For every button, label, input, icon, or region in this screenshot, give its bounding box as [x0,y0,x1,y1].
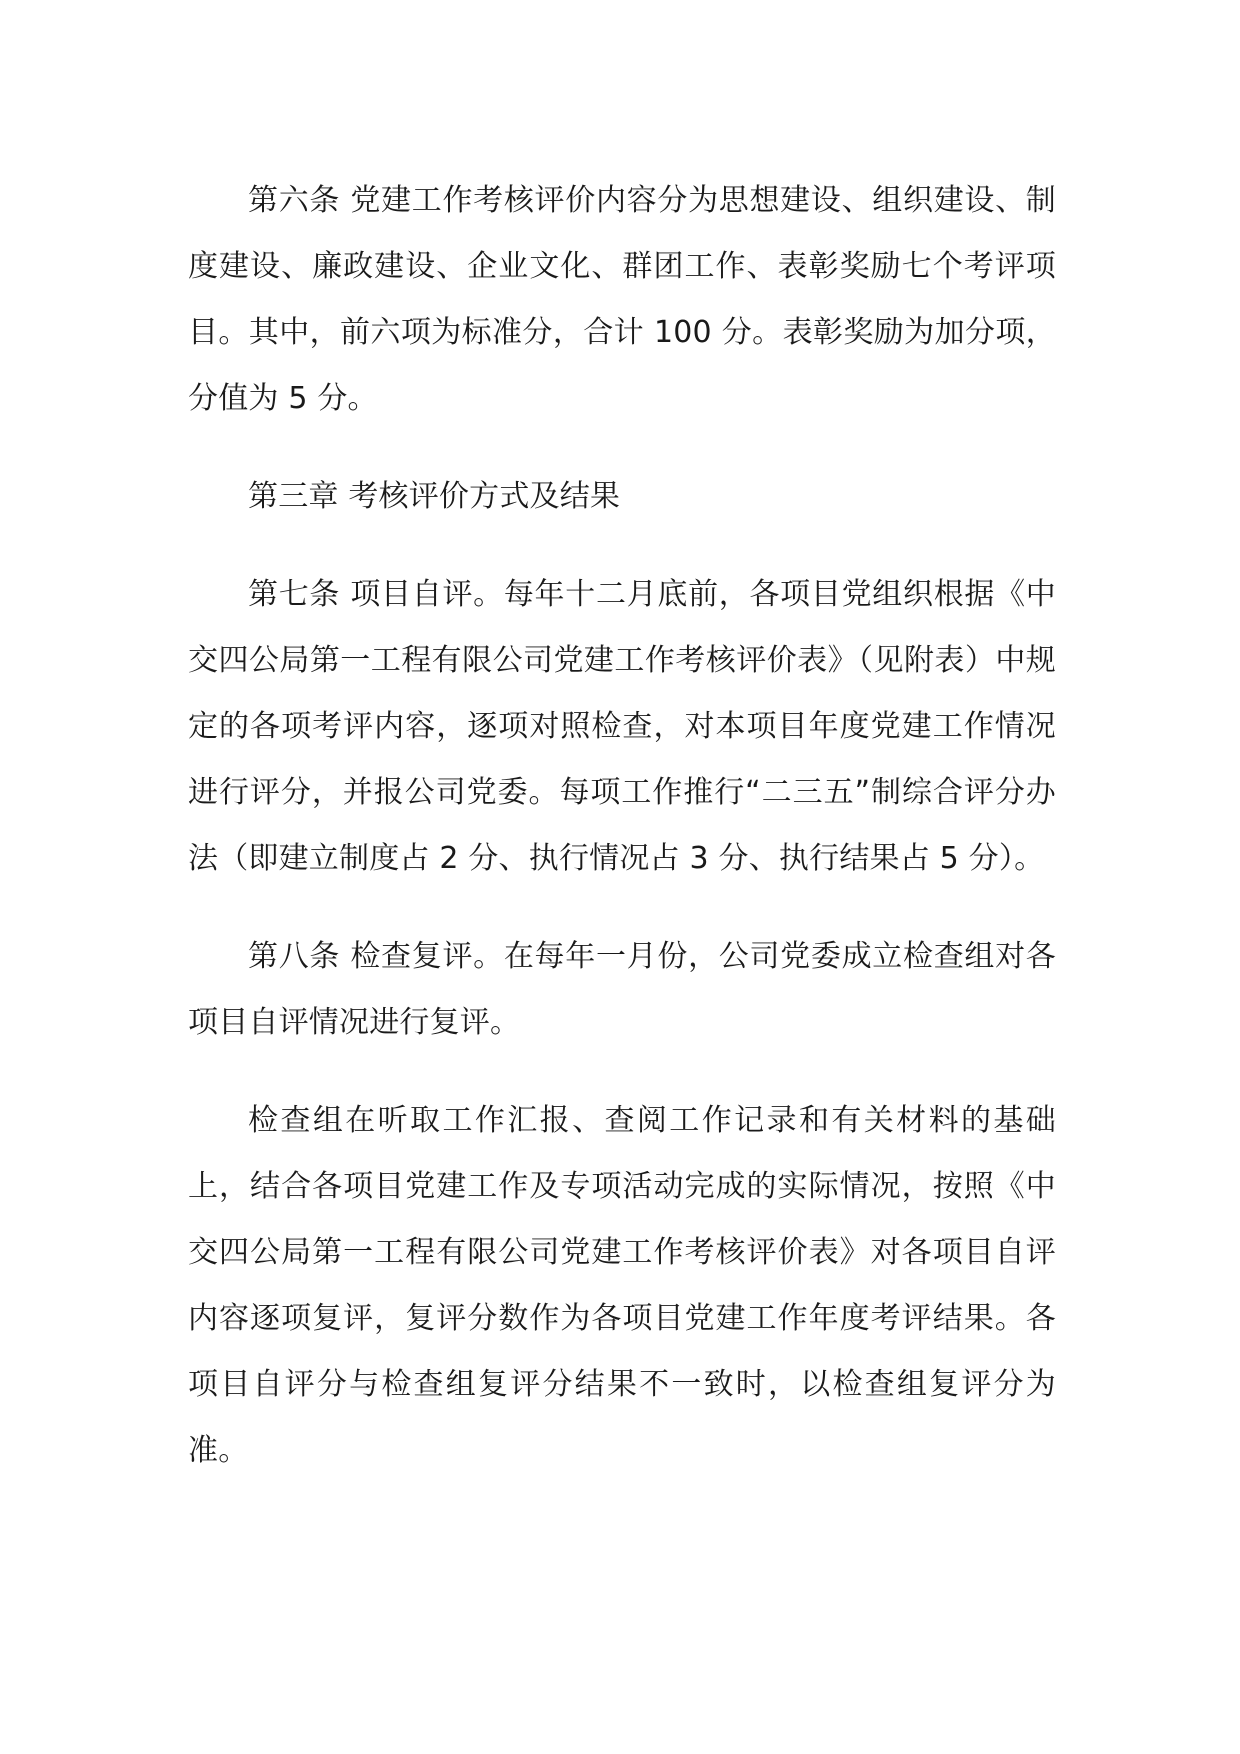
article-7-paragraph: 第七条 项目自评。每年十二月底前，各项目党组织根据《中交四公局第一工程有限公司党建工作考核评价表》（见附表）中规定的各项考评内容，逐项对照检查，对本项目年度党建工作情况进行评分，并报公司党委。每项工作推行“二三五”制综合评分办法（即建立制度占 2 分、执行情况占 3 分、执行结果占 5 分）。 [188,577,1056,876]
article-6-paragraph: 第六条 党建工作考核评价内容分为思想建设、组织建设、制度建设、廉政建设、企业文化、群团工作、表彰奖励七个考评项目。其中，前六项为标准分，合计 100 分。表彰奖励为加分项，分值为 5 分。 [188,183,1056,416]
chapter-3-heading: 第三章 考核评价方式及结果 [248,479,621,514]
document-body [188,168,1056,1516]
article-8-paragraph: 第八条 检查复评。在每年一月份，公司党委成立检查组对各项目自评情况进行复评。 [188,939,1056,1040]
inspection-group-paragraph: 检查组在听取工作汇报、查阅工作记录和有关材料的基础上，结合各项目党建工作及专项活动完成的实际情况，按照《中交四公局第一工程有限公司党建工作考核评价表》对各项目自评内容逐项复评，复评分数作为各项目党建工作年度考评结果。各项目自评分与检查组复评分结果不一致时，以检查组复评分为准。 [188,1103,1056,1468]
